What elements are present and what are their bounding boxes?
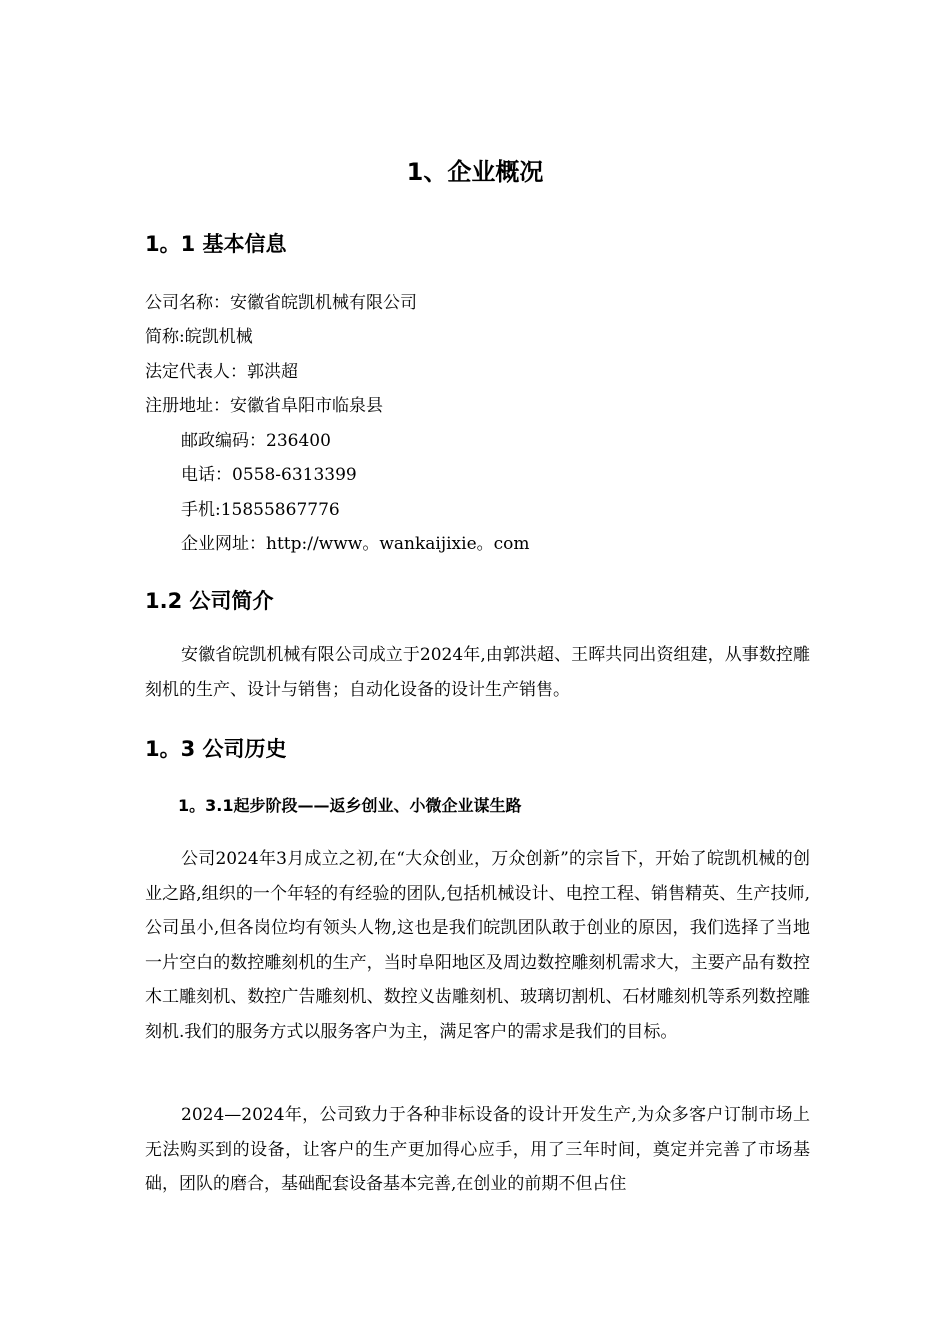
short-name-line: 简称:皖凯机械 — [145, 327, 253, 347]
subsection-heading-startup-stage: 1。3.1起步阶段——返乡创业、小微企业谋生路 — [178, 796, 522, 815]
mobile-line: 手机:15855867776 — [181, 500, 340, 520]
section-heading-basic-info: 1。1 基本信息 — [145, 232, 287, 256]
company-name-line: 公司名称：安徽省皖凯机械有限公司 — [145, 293, 417, 313]
section-heading-company-history: 1。3 公司历史 — [145, 737, 287, 761]
section-heading-company-intro: 1.2 公司简介 — [145, 589, 274, 613]
company-intro-paragraph: 安徽省皖凯机械有限公司成立于2024年,由郭洪超、王晖共同出资组建，从事数控雕刻机的生产、设计与销售；自动化设备的设计生产销售。 — [145, 645, 810, 700]
address-line: 注册地址：安徽省阜阳市临泉县 — [145, 396, 383, 416]
postcode-line: 邮政编码：236400 — [181, 431, 331, 451]
page-title: 1、企业概况 — [406, 158, 544, 186]
phone-line: 电话：0558-6313399 — [181, 465, 357, 485]
history-paragraph-2: 2024—2024年，公司致力于各种非标设备的设计开发生产,为众多客户订制市场上无法购买到的设备，让客户的生产更加得心应手，用了三年时间，奠定并完善了市场基础，团队的磨合，基础配套设备基本完善,在创业的前期不但占住 — [145, 1105, 810, 1194]
history-paragraph-1: 公司2024年3月成立之初,在“大众创业，万众创新”的宗旨下，开始了皖凯机械的创业之路,组织的一个年轻的有经验的团队,包括机械设计、电控工程、销售精英、生产技师,公司虽小,但各岗位均有领头人物,这也是我们皖凯团队敢于创业的原因，我们选择了当地一片空白的数控雕刻机的生产，当时阜阳地区及周边数控雕刻机需求大，主要产品有数控木工雕刻机、数控广告雕刻机、数控义齿雕刻机、玻璃切割机、石材雕刻机等系列数控雕刻机.我们的服务方式以服务客户为主，满足客户的需求是我们的目标。 — [145, 849, 810, 1042]
legal-rep-line: 法定代表人：郭洪超 — [145, 362, 298, 382]
website-line: 企业网址：http://www。wankaijixie。com — [181, 534, 530, 554]
